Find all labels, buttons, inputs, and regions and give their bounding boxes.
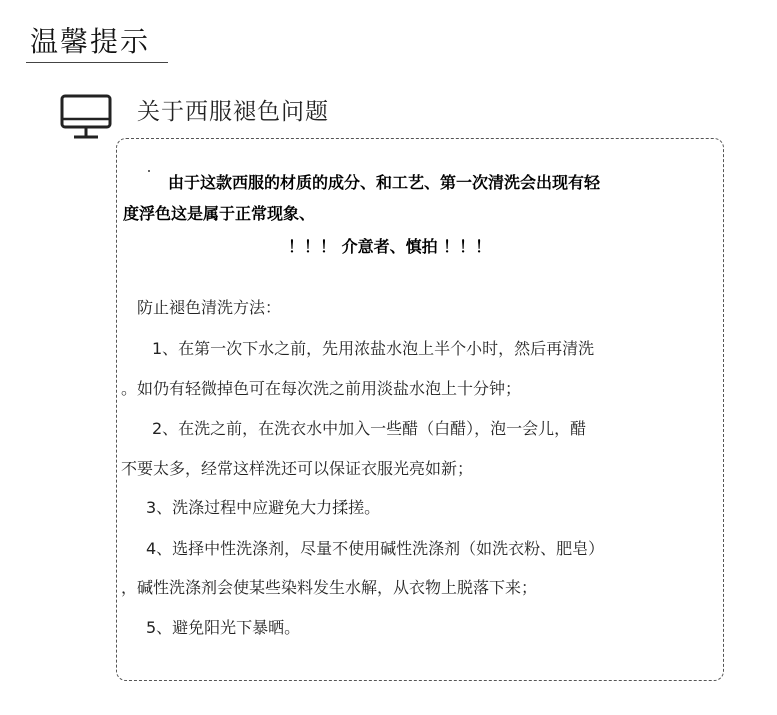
method-item-4-line-1: 4、选择中性洗涤剂，尽量不使用碱性洗涤剂（如洗衣粉、肥皂） bbox=[146, 539, 605, 558]
method-item-5: 5、避免阳光下暴晒。 bbox=[146, 618, 301, 637]
notice-line-1: 由于这款西服的材质的成分、和工艺、第一次清洗会出现有轻 bbox=[168, 173, 601, 192]
notice-line-2: 度浮色这是属于正常现象、 bbox=[123, 204, 316, 223]
method-item-2-line-2: 不要太多，经常这样洗还可以保证衣服光亮如新； bbox=[121, 459, 474, 478]
method-item-2-line-1: 2、在洗之前，在洗衣水中加入一些醋（白醋），泡一会儿，醋 bbox=[152, 419, 587, 438]
page-title: 温馨提示 bbox=[30, 25, 151, 58]
title-underline bbox=[26, 62, 168, 63]
notice-line-3: ！！！ 介意者、慎拍 ！！！ bbox=[288, 237, 492, 256]
method-item-1-line-1: 1、在第一次下水之前，先用浓盐水泡上半个小时，然后再清洗 bbox=[152, 339, 595, 358]
dot-mark bbox=[148, 170, 150, 172]
method-item-4-line-2: ，碱性洗涤剂会使某些染料发生水解，从衣物上脱落下来； bbox=[121, 578, 538, 597]
method-heading: 防止褪色清洗方法： bbox=[137, 298, 282, 317]
monitor-icon bbox=[60, 93, 112, 141]
method-item-3: 3、洗涤过程中应避免大力揉搓。 bbox=[146, 498, 381, 517]
section-heading: 关于西服褪色问题 bbox=[137, 99, 329, 125]
method-item-1-line-2: 。如仍有轻微掉色可在每次洗之前用淡盐水泡上十分钟； bbox=[121, 379, 522, 398]
